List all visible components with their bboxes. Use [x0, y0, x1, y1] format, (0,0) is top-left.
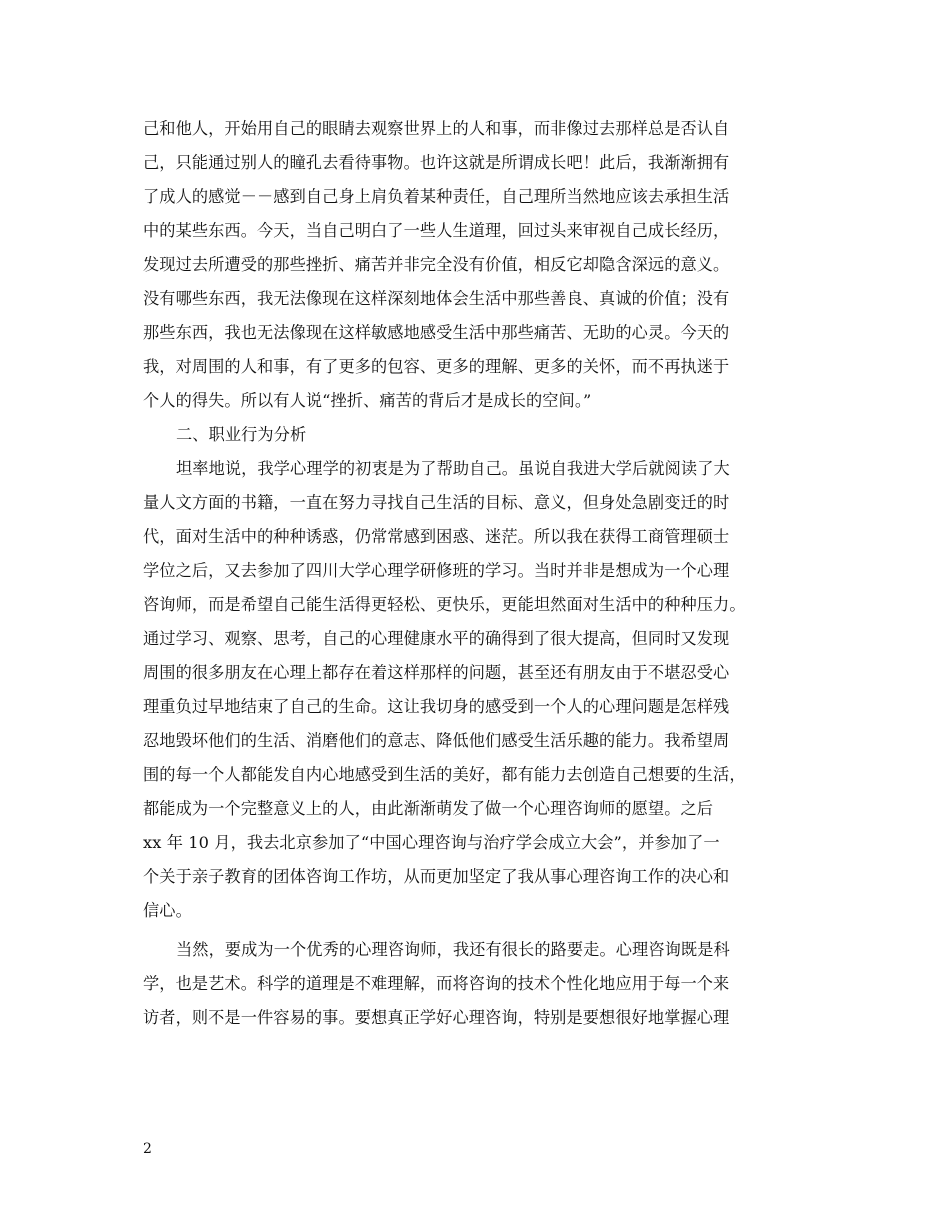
text-line: 围的每一个人都能发自内心地感受到生活的美好，都有能力去创造自己想要的生活， [143, 765, 746, 784]
page-number: 2 [143, 1141, 152, 1157]
text-line: 通过学习、观察、思考，自己的心理健康水平的确得到了很大提高，但同时又发现 [143, 629, 730, 648]
text-line: 都能成为一个完整意义上的人，由此渐渐萌发了做一个心理咨询师的愿望。之后 [143, 799, 714, 818]
text-line: 访者，则不是一件容易的事。要想真正学好心理咨询，特别是要想很好地掌握心理 [143, 1008, 730, 1027]
text-line: 当然，要成为一个优秀的心理咨询师，我还有很长的路要走。心理咨询既是科 [176, 940, 730, 959]
section-heading: 二、职业行为分析 [176, 425, 307, 444]
text-line: 代，面对生活中的种种诱惑，仍常常感到困惑、迷茫。所以我在获得工商管理硕士 [143, 527, 730, 546]
text-line: 没有哪些东西，我无法像现在这样深刻地体会生活中那些善良、真诚的价值；没有 [143, 289, 730, 308]
text-line: 那些东西，我也无法像现在这样敏感地感受生活中那些痛苦、无助的心灵。今天的 [143, 323, 730, 342]
text-line: 中的某些东西。今天，当自己明白了一些人生道理，回过头来审视自己成长经历， [143, 221, 730, 240]
text-line: 量人文方面的书籍，一直在努力寻找自己生活的目标、意义，但身处急剧变迁的时 [143, 493, 730, 512]
text-line: 我，对周围的人和事，有了更多的包容、更多的理解、更多的关怀，而不再执迷于 [143, 357, 730, 376]
text-line: 忍地毁坏他们的生活、消磨他们的意志、降低他们感受生活乐趣的能力。我希望周 [143, 731, 730, 750]
text-line: 周围的很多朋友在心理上都存在着这样那样的问题，甚至还有朋友由于不堪忍受心 [143, 663, 730, 682]
text-line: 了成人的感觉－－感到自己身上肩负着某种责任，自己理所当然地应该去承担生活 [143, 187, 730, 206]
text-line: 己，只能通过别人的瞳孔去看待事物。也许这就是所谓成长吧！此后，我渐渐拥有 [143, 153, 730, 172]
text-line: 理重负过早地结束了自己的生命。这让我切身的感受到一个人的心理问题是怎样残 [143, 697, 730, 716]
text-line: 个关于亲子教育的团体咨询工作坊，从而更加坚定了我从事心理咨询工作的决心和 [143, 867, 730, 886]
text-line: 己和他人，开始用自己的眼睛去观察世界上的人和事，而非像过去那样总是否认自 [143, 119, 730, 138]
text-line: 坦率地说，我学心理学的初衷是为了帮助自己。虽说自我进大学后就阅读了大 [176, 459, 730, 478]
text-line: 信心。 [143, 901, 192, 920]
text-line: 个人的得失。所以有人说“挫折、痛苦的背后才是成长的空间。” [143, 391, 592, 410]
text-line: 咨询师，而是希望自己能生活得更轻松、更快乐，更能坦然面对生活中的种种压力。 [143, 595, 746, 614]
text-line: xx 年 10 月，我去北京参加了“中国心理咨询与治疗学会成立大会”，并参加了一 [143, 833, 720, 852]
text-line: 发现过去所遭受的那些挫折、痛苦并非完全没有价值，相反它却隐含深远的意义。 [143, 255, 730, 274]
text-line: 学，也是艺术。科学的道理是不难理解，而将咨询的技术个性化地应用于每一个来 [143, 974, 730, 993]
text-line: 学位之后，又去参加了四川大学心理学研修班的学习。当时并非是想成为一个心理 [143, 561, 730, 580]
